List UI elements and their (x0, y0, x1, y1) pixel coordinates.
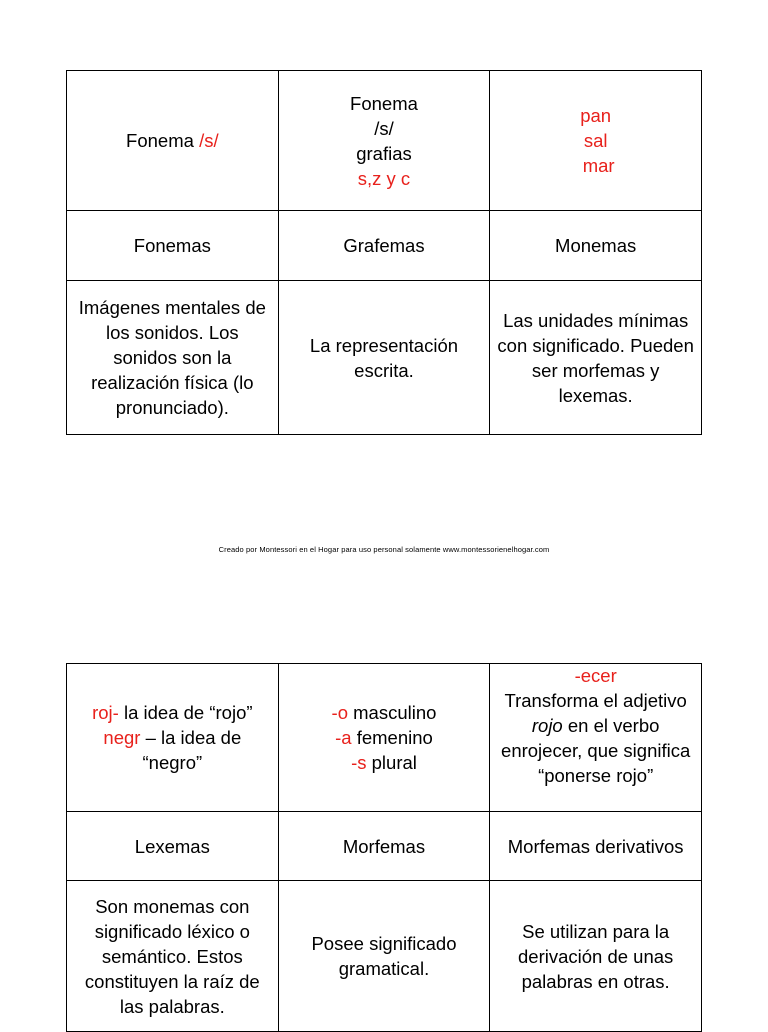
definition-monemas: Las unidades mínimas con significado. Pueden ser morfemas y lexemas. (490, 281, 702, 435)
fonema-s-cell (67, 71, 279, 211)
definition-fonemas: Imágenes mentales de los sonidos. Los sonidos son la realización física (lo pronunciado). (67, 281, 279, 435)
table-row (67, 881, 702, 1032)
morpheme-line-s (285, 750, 484, 775)
definition-morfemas-derivativos: Se utilizan para la derivación de unas palabras en otras. (490, 881, 702, 1032)
table-row (67, 211, 702, 281)
table-row (67, 281, 702, 435)
fonema-label: Fonema (126, 130, 200, 151)
example-word-mar: mar (582, 155, 615, 176)
table-row (67, 664, 702, 812)
lexeme-roj: roj- (92, 702, 119, 723)
derivative-suffix: -ecer (574, 665, 617, 686)
label-lexemas: Lexemas (67, 812, 279, 881)
morpheme-card-table (66, 663, 702, 1032)
table-row (67, 71, 702, 211)
grafias-line-3: grafias (356, 142, 412, 164)
example-word-pan: pan (580, 105, 612, 126)
morpheme-s: -s (351, 752, 367, 773)
derivative-text-b: en el verbo enrojecer, que significa “ponerse rojo” (501, 715, 691, 786)
morpheme-o: -o (331, 702, 348, 723)
derivative-text-a: Transforma el adjetivo (504, 690, 687, 711)
morpheme-o-meaning: masculino (347, 702, 437, 723)
morpheme-s-meaning: plural (366, 752, 417, 773)
morpheme-line-a (285, 725, 484, 750)
grafias-letters: s,z y c (357, 167, 411, 189)
label-morfemas-derivativos: Morfemas derivativos (490, 812, 702, 881)
lexeme-negr-meaning: – la idea de “negro” (140, 727, 242, 773)
example-words-cell (490, 71, 702, 211)
definition-grafemas: La representación escrita. (278, 281, 490, 435)
definition-lexemas: Son monemas con significado léxico o semántico. Estos constituyen la raíz de las palabras. (67, 881, 279, 1032)
derivative-example-cell (490, 664, 702, 812)
definition-morfemas: Posee significado gramatical. (278, 881, 490, 1032)
grafias-cell (278, 71, 490, 211)
morpheme-a-meaning: femenino (351, 727, 433, 748)
fonema-symbol: /s/ (199, 130, 219, 151)
label-grafemas: Grafemas (278, 211, 490, 281)
footer-credit: Creado por Montessori en el Hogar para uso personal solamente www.montessorienelhogar.com (218, 545, 550, 554)
lexeme-roj-meaning: la idea de “rojo” (118, 702, 253, 723)
derivative-italic-word: rojo (531, 715, 563, 736)
grafias-line-1: Fonema (350, 92, 418, 114)
label-monemas: Monemas (490, 211, 702, 281)
example-word-sal: sal (583, 130, 608, 151)
morpheme-line-o (285, 700, 484, 725)
grafias-line-2: /s/ (374, 117, 394, 139)
table-row (67, 812, 702, 881)
phoneme-card-table (66, 70, 702, 435)
label-morfemas: Morfemas (278, 812, 490, 881)
morpheme-a: -a (335, 727, 352, 748)
derivative-example-text (496, 664, 695, 789)
lexeme-examples-cell (67, 664, 279, 812)
label-fonemas: Fonemas (67, 211, 279, 281)
lexeme-negr: negr (103, 727, 141, 748)
morpheme-examples-cell (278, 664, 490, 812)
